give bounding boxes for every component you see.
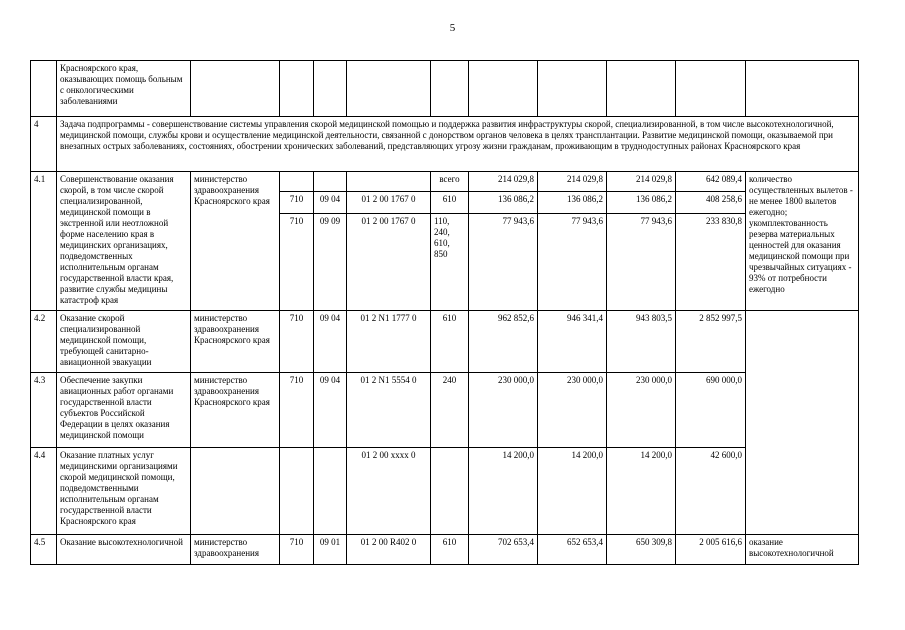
row-org: министерство здравоохранения Красноярского края	[191, 311, 280, 373]
cell-sum: 2 005 616,6	[676, 535, 746, 565]
cell-csr: 01 2 00 1767 0	[347, 214, 431, 311]
cell-rz: 09 04	[314, 373, 347, 448]
cell-y3: 650 309,8	[607, 535, 676, 565]
cell-vr: 610	[431, 535, 469, 565]
table-row	[31, 448, 859, 535]
cell-vr: 110, 240, 610, 850	[431, 214, 469, 311]
cell-y3: 136 086,2	[607, 192, 676, 214]
cell-y2: 230 000,0	[538, 373, 607, 448]
row-name: Красноярского края, оказывающих помощь больным с онкологическими заболеваниями	[57, 61, 191, 117]
row-org	[191, 448, 280, 535]
cell-rz: 09 09	[314, 214, 347, 311]
row-org: министерство здравоохранения Красноярского края	[191, 373, 280, 448]
cell-grbs: 710	[280, 535, 314, 565]
cell-grbs: 710	[280, 192, 314, 214]
row-org: министерство здравоохранения	[191, 535, 280, 565]
cell-y3: 77 943,6	[607, 214, 676, 311]
page-number: 5	[449, 22, 456, 34]
cell-vr	[431, 448, 469, 535]
cell-y1: 77 943,6	[469, 214, 538, 311]
row-number: 4.4	[31, 448, 57, 535]
row-name: Оказание высокотехнологичной	[57, 535, 191, 565]
cell-y2: 652 653,4	[538, 535, 607, 565]
row-number: 4.5	[31, 535, 57, 565]
cell-vr: 240	[431, 373, 469, 448]
table-row	[31, 311, 859, 373]
table-row	[31, 61, 859, 117]
cell-grbs: 710	[280, 373, 314, 448]
row-number: 4.3	[31, 373, 57, 448]
table-row	[31, 117, 859, 172]
row-result: оказание высокотехнологичной	[746, 535, 859, 565]
cell-csr: 01 2 00 1767 0	[347, 192, 431, 214]
cell-y3: 943 803,5	[607, 311, 676, 373]
cell-vr: 610	[431, 311, 469, 373]
row-name: Оказание скорой специализированной медицинской помощи, требующей санитарно-авиационной эвакуации	[57, 311, 191, 373]
cell-sum: 42 600,0	[676, 448, 746, 535]
row-name: Обеспечение закупки авиационных работ органами государственной власти субъектов Российской Федерации в целях оказания медицинской помощи	[57, 373, 191, 448]
cell-vr: 610	[431, 192, 469, 214]
cell-sum: 408 258,6	[676, 192, 746, 214]
cell-y1: 230 000,0	[469, 373, 538, 448]
row-name: Оказание платных услуг медицинскими организациями скорой медицинской помощи, подведомственными исполнительным органам государственной власти Красноярского края	[57, 448, 191, 535]
task-text: Задача подпрограммы - совершенствование системы управления скорой медицинской помощью и поддержка развития инфраструктуры скорой, специализированной, в том числе высокотехнологичной, медицинской помощи, службы крови и осуществление медицинской деятельности, связанной с донорством органов человека в целях трансплантации. Развитие медицинской помощи, оказываемой при внезапных острых заболеваниях, состояниях, обострении хронических заболеваний, представляющих угрозу жизни гражданам, проживающим в труднодоступных районах Красноярского края	[57, 117, 859, 172]
row-name: Совершенствование оказания скорой, в том числе скорой специализированной, медицинской помощи в экстренной или неотложной форме населению края в медицинских организациях, подведомственных исполнительным органам государственной власти края, развитие службы медицины катастроф края	[57, 172, 191, 311]
cell-vr: всего	[431, 172, 469, 192]
cell-y2: 214 029,8	[538, 172, 607, 192]
cell-rz: 09 04	[314, 192, 347, 214]
cell-rz: 09 01	[314, 535, 347, 565]
cell-y3: 230 000,0	[607, 373, 676, 448]
cell-y1: 214 029,8	[469, 172, 538, 192]
cell-y2: 136 086,2	[538, 192, 607, 214]
table-row	[31, 535, 859, 565]
cell-csr: 01 2 N1 1777 0	[347, 311, 431, 373]
cell-y1: 14 200,0	[469, 448, 538, 535]
cell-grbs	[280, 448, 314, 535]
cell-y1: 702 653,4	[469, 535, 538, 565]
cell-y3: 14 200,0	[607, 448, 676, 535]
cell-y2: 77 943,6	[538, 214, 607, 311]
cell-rz	[314, 448, 347, 535]
cell-y1: 136 086,2	[469, 192, 538, 214]
row-number: 4.2	[31, 311, 57, 373]
cell-sum: 2 852 997,5	[676, 311, 746, 373]
cell-sum: 690 000,0	[676, 373, 746, 448]
cell-sum: 642 089,4	[676, 172, 746, 192]
cell-y1: 962 852,6	[469, 311, 538, 373]
cell-csr: 01 2 N1 5554 0	[347, 373, 431, 448]
row-org: министерство здравоохранения Красноярского края	[191, 172, 280, 311]
cell-csr: 01 2 00 R402 0	[347, 535, 431, 565]
table-row	[31, 373, 859, 448]
cell-y2: 946 341,4	[538, 311, 607, 373]
cell-csr: 01 2 00 xxxx 0	[347, 448, 431, 535]
cell-rz: 09 04	[314, 311, 347, 373]
cell-sum: 233 830,8	[676, 214, 746, 311]
row-number: 4	[31, 117, 57, 172]
program-table	[30, 60, 859, 565]
cell-y2: 14 200,0	[538, 448, 607, 535]
cell-grbs: 710	[280, 214, 314, 311]
row-number: 4.1	[31, 172, 57, 311]
row-result	[746, 311, 859, 535]
cell-grbs: 710	[280, 311, 314, 373]
cell-y3: 214 029,8	[607, 172, 676, 192]
row-result: количество осуществленных вылетов - не менее 1800 вылетов ежегодно; укомплектованность резерва материальных ценностей для оказания медицинской помощи при чрезвычайных ситуациях - 93% от потребности ежегодно	[746, 172, 859, 311]
table-row	[31, 172, 859, 192]
